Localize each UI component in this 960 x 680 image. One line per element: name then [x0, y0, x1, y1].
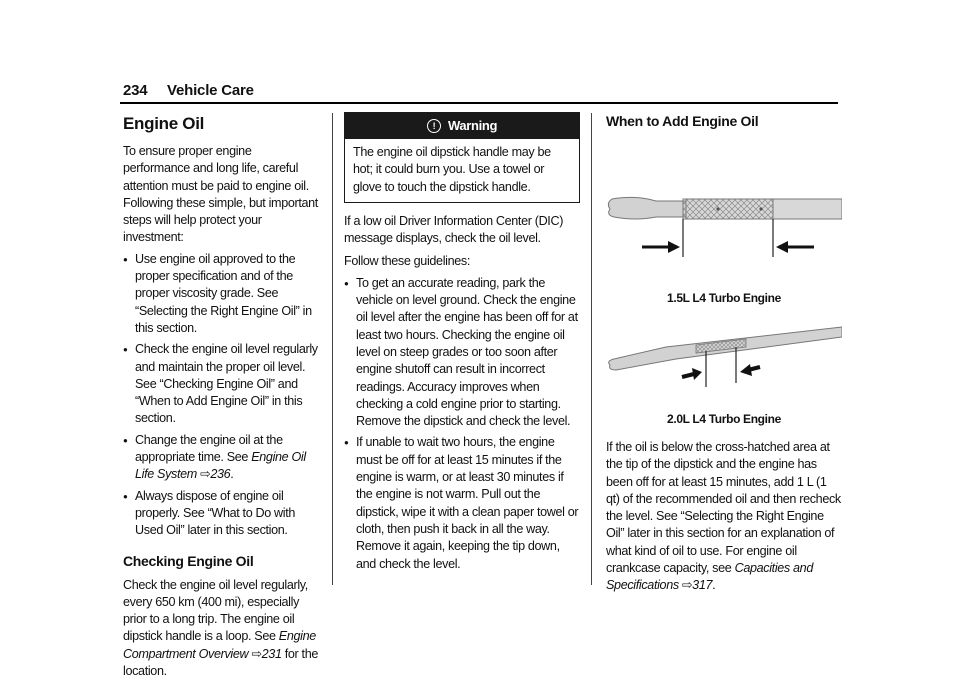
checking-paragraph — [123, 577, 321, 680]
intro-paragraph: To ensure proper engine performance and long life, careful attention must be paid to engine oil. Following these simple, but important steps will help protect your investment: — [123, 144, 318, 245]
warning-box — [344, 112, 580, 203]
when-to-add-heading: When to Add Engine Oil — [606, 113, 759, 129]
page-header — [123, 82, 254, 99]
column-divider — [332, 113, 333, 585]
page-reference-arrow-icon: ⇨ — [200, 467, 211, 482]
column-2 — [344, 112, 580, 573]
paragraph-text: . — [712, 578, 716, 593]
dipstick-2-illustration — [606, 307, 842, 407]
column-divider — [591, 113, 592, 585]
cross-reference-link[interactable]: Engine Compartment Overview — [123, 629, 316, 661]
paragraph-text: for the location. — [123, 646, 319, 679]
page-number: 234 — [123, 82, 148, 99]
column-3 — [606, 112, 842, 595]
dipstick-1-illustration — [606, 137, 842, 277]
column-1 — [123, 113, 321, 680]
warning-exclamation-icon: ! — [427, 119, 441, 133]
paragraph-text: If the oil is below the cross-hatched area at the tip of the dipstick and the engine has been off for at least 15 minutes, add 1 L (1 qt) of the recommended oil and then recheck the level. See “Selecting the Right Engine Oil” later in this section for an explanation of what kind of oil to use. For engine oil crankcase capacity, see — [606, 440, 841, 576]
figure-1-caption: 1.5L L4 Turbo Engine — [667, 291, 781, 305]
page-reference-number[interactable]: 231 — [261, 646, 282, 661]
list-item: ● To get an accurate reading, park the vehicle on level ground. Check the engine oil level after the engine has been off for at least two hours. Checking the engine oil level on steep grades or too soon after engine shutoff can result in incorrect readings. Accuracy improves when checking a cold engine prior to starting. Remove the dipstick and check the level. — [344, 275, 580, 431]
dic-paragraph: If a low oil Driver Information Center (DIC) message displays, check the oil level. — [344, 213, 564, 246]
list-item: ● Change the engine oil at the appropriate time. See Engine Oil Life System ⇨236. — [123, 432, 321, 484]
when-to-add-paragraph — [606, 439, 842, 595]
guidelines-intro: Follow these guidelines: — [344, 254, 471, 269]
warning-body: The engine oil dipstick handle may be hot; it could burn you. Use a towel or glove to touch the dipstick handle. — [344, 139, 580, 203]
engine-oil-bullets — [123, 251, 321, 540]
engine-oil-title: Engine Oil — [123, 114, 205, 133]
list-item: ● If unable to wait two hours, the engine must be off for at least 15 minutes if the engine is warm, or at least 30 minutes if the engine is not warm. Pull out the dipstick, wipe it with a clean paper towel or cloth, then push it back in all the way. Remove it again, keeping the tip down, and check the level. — [344, 434, 580, 572]
warning-title: Warning — [447, 117, 498, 133]
paragraph-text: Check the engine oil level regularly, every 650 km (400 mi), especially prior to a long trip. The engine oil dipstick handle is a loop. See — [123, 577, 308, 644]
list-item: ● Use engine oil approved to the proper specification and of the proper viscosity grade. See “Selecting the Right Engine Oil” in this section. — [123, 251, 321, 337]
warning-header — [344, 112, 580, 139]
figure-2-caption: 2.0L L4 Turbo Engine — [667, 412, 781, 426]
list-item-text: Change the engine oil at the appropriate time. See — [135, 432, 283, 465]
page-reference-arrow-icon: ⇨ — [251, 646, 262, 661]
dipstick-figure-2 — [606, 307, 842, 431]
cross-reference-link[interactable]: Engine Oil Life System — [135, 450, 306, 482]
list-item: ● Always dispose of engine oil properly. See “What to Do with Used Oil” later in this section. — [123, 488, 321, 540]
list-item: ● Check the engine oil level regularly and maintain the proper oil level. See “Checking Engine Oil” and “When to Add Engine Oil” in this section. — [123, 341, 321, 427]
dipstick-figure-1 — [606, 137, 842, 307]
page-reference-number[interactable]: 236 — [210, 467, 231, 482]
checking-engine-oil-heading: Checking Engine Oil — [123, 552, 254, 569]
guidelines-bullets — [344, 275, 580, 573]
cross-reference-link[interactable]: Capacities and Specifications — [606, 561, 813, 593]
header-rule — [120, 102, 838, 104]
page-reference-arrow-icon: ⇨ — [681, 578, 693, 593]
page-reference-number[interactable]: 317 — [692, 578, 713, 593]
section-title: Vehicle Care — [167, 82, 254, 99]
